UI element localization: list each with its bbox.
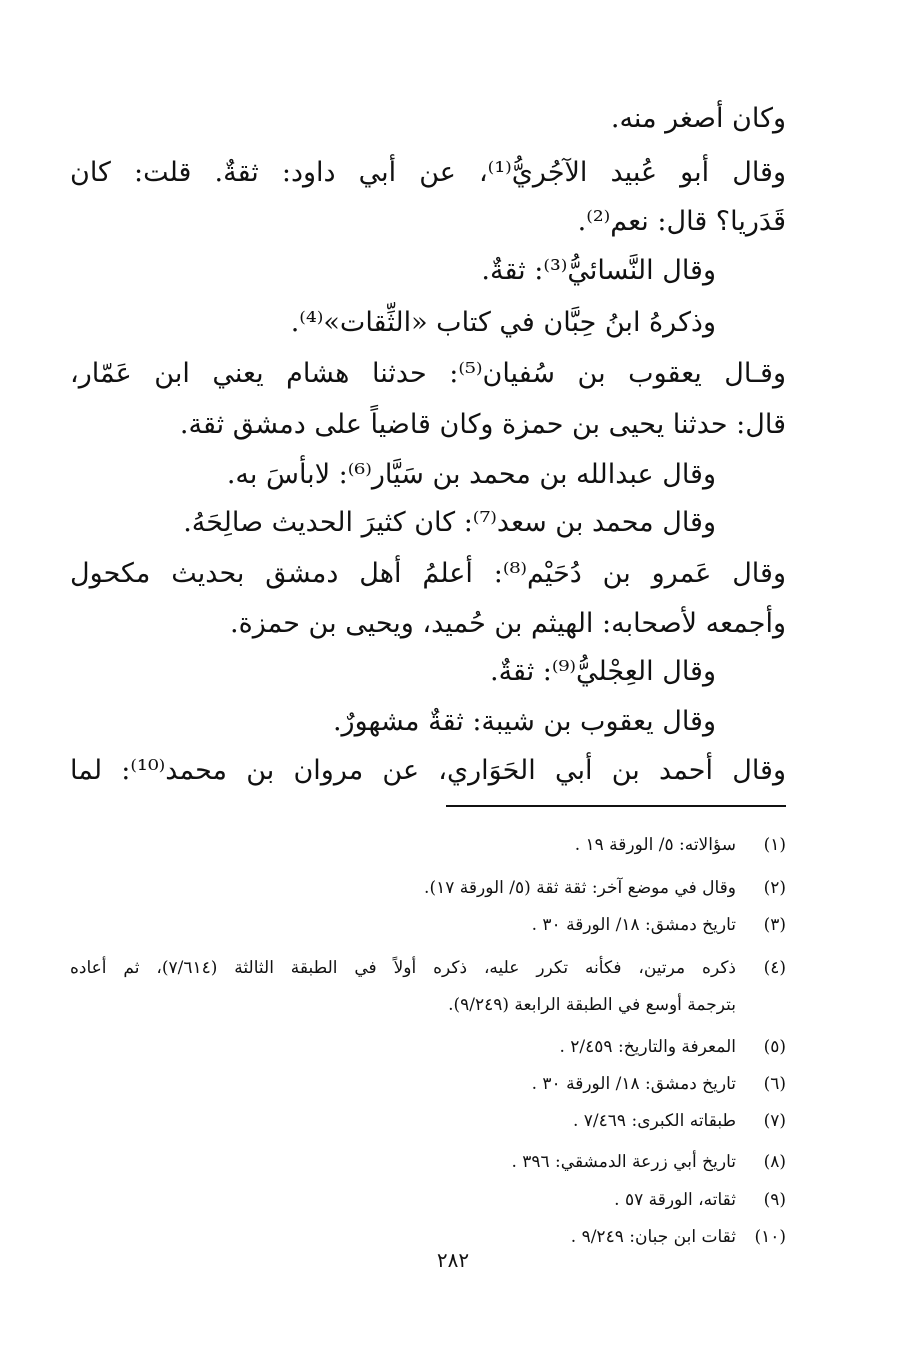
footnote-number: (٢) <box>763 878 786 898</box>
body-line: وقال عبدالله بن محمد بن سَيَّار⁽⁶⁾: لابأسَ به. <box>226 459 716 490</box>
body-line: وقال النَّسائيُّ⁽³⁾: ثقةٌ. <box>481 255 716 286</box>
body-line: وقال العِجْليُّ⁽⁹⁾: ثقةٌ. <box>489 656 716 687</box>
footnote-text: تاريخ أبي زرعة الدمشقي: ٣٩٦ . <box>511 1152 736 1172</box>
footnote-number: (٤) <box>763 958 786 978</box>
footnote <box>70 953 786 983</box>
footnote-text: ثقات ابن جبان: ٩/٢٤٩ . <box>570 1227 736 1247</box>
footnote-text: طبقاته الكبرى: ٧/٤٦٩ . <box>572 1111 736 1131</box>
body-line: وأجمعه لأصحابه: الهيثم بن حُميد، ويحيى بن حمزة. <box>230 608 786 639</box>
footnote-text: سؤالاته: ٥/ الورقة ١٩ . <box>574 835 736 855</box>
footnote-number: (٩) <box>763 1190 786 1210</box>
footnote-number: (١) <box>763 835 786 855</box>
footnote <box>70 1106 786 1136</box>
footnote-text: ثقاته، الورقة ٥٧ . <box>614 1190 736 1210</box>
footnote <box>70 830 786 860</box>
body-line: قال: حدثنا يحيى بن حمزة وكان قاضياً على دمشق ثقة. <box>179 409 786 440</box>
footnote-text: وقال في موضع آخر: ثقة ثقة (٥/ الورقة ١٧). <box>424 878 736 898</box>
footnote-number: (٣) <box>763 915 786 935</box>
footnote-number: (٧) <box>763 1111 786 1131</box>
body-line: وقال أحمد بن أبي الحَوَاري، عن مروان بن محمد⁽¹⁰⁾: لما <box>70 755 786 786</box>
footnote-separator <box>446 805 786 807</box>
footnote <box>70 1185 786 1215</box>
body-line: قَدَريا؟ قال: نعم⁽²⁾. <box>577 206 786 237</box>
footnote-number: (١٠) <box>754 1227 786 1247</box>
footnote <box>70 873 786 903</box>
footnote-text: ذكره مرتين، فكأنه تكرر عليه، ذكره أولاً في الطبقة الثالثة (٧/٦١٤)، ثم أعاده <box>70 958 736 978</box>
footnote-number: (٥) <box>763 1037 786 1057</box>
body-line: وقال محمد بن سعد⁽⁷⁾: كان كثيرَ الحديث صالِحَهُ. <box>183 507 716 538</box>
footnote-number: (٨) <box>763 1152 786 1172</box>
footnote <box>70 1147 786 1177</box>
body-line: وقـال يعقوب بن سُفيان⁽⁵⁾: حدثنا هشام يعني ابن عَمّار، <box>70 358 786 389</box>
footnote-text: تاريخ دمشق: ١٨/ الورقة ٣٠ . <box>531 915 736 935</box>
body-line: وقال أبو عُبيد الآجُريُّ⁽¹⁾، عن أبي داود: ثقةٌ. قلت: كان <box>70 157 786 188</box>
footnote-text: تاريخ دمشق: ١٨/ الورقة ٣٠ . <box>531 1074 736 1094</box>
footnote <box>70 1032 786 1062</box>
footnote <box>70 1069 786 1099</box>
body-line: وقال عَمرو بن دُحَيْم⁽⁸⁾: أعلمُ أهل دمشق بحديث مكحول <box>70 558 786 589</box>
body-line: وكان أصغر منه. <box>610 103 786 134</box>
footnote-continuation: بترجمة أوسع في الطبقة الرابعة (٩/٢٤٩). <box>448 995 736 1015</box>
footnote-text: المعرفة والتاريخ: ٢/٤٥٩ . <box>559 1037 736 1057</box>
footnote-number: (٦) <box>763 1074 786 1094</box>
body-line: وذكرهُ ابنُ حِبَّان في كتاب «الثِّقات»⁽⁴⁾. <box>290 307 716 338</box>
footnote <box>70 910 786 940</box>
page-number: ٢٨٢ <box>436 1248 470 1272</box>
body-line: وقال يعقوب بن شيبة: ثقةٌ مشهورٌ. <box>332 706 716 737</box>
